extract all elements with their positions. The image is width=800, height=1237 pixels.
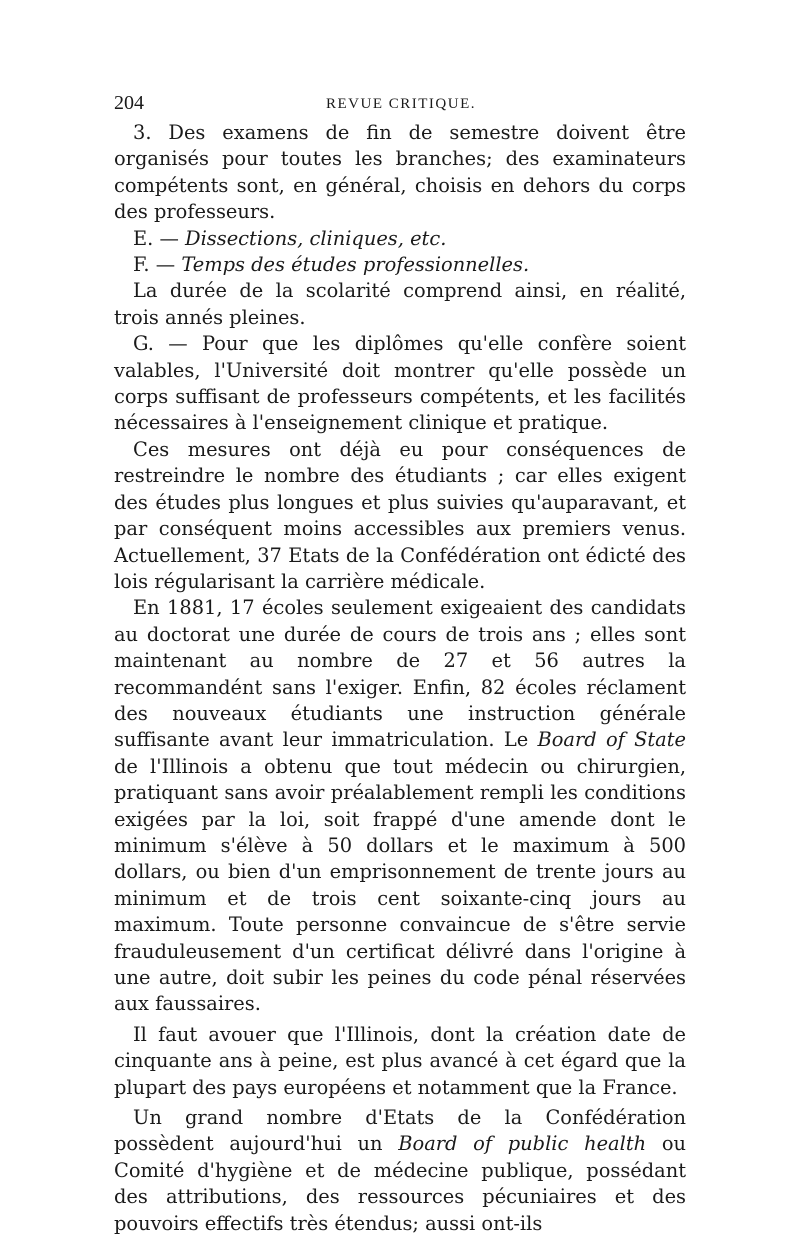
item-e-label: E. — — [133, 226, 186, 250]
paragraph-measures: Ces mesures ont déjà eu pour conséquences de restreindre le nombre des étudiants ; car elles exigent des études plus longues et plus suivies qu'auparavant, et par conséquent moins accessibles aux premiers venus. Actuellement, 37 Etats de la Confédération ont édicté des lois régularisant la carrière médicale. — [114, 437, 686, 593]
board-of-public-health-term: Board of public health — [398, 1132, 647, 1156]
running-title: REVUE CRITIQUE. — [326, 96, 476, 112]
paragraph-duration: La durée de la scolarité comprend ainsi, en réalité, trois annés pleines. — [114, 279, 686, 329]
board-of-state-term: Board of State — [537, 728, 686, 752]
book-page — [114, 92, 686, 1237]
body-text — [114, 120, 686, 1237]
paragraph-1881: En 1881, 17 écoles seulement exigeaient des candidats au doctorat une durée de cours de trois ans ; elles sont maintenant au nombre de 27 et 56 autres la recommandént sans l'exiger. Enfin, 82 écoles réclament des nouveaux étudiants une instruction générale suffisante avant leur immatriculation. Le Board of State de l'Illinois a obtenu que tout médecin ou chirurgien, pratiquant sans avoir préalablement rempli les conditions exigées par la loi, soit frappé d'une amende dont le minimum s'élève à 50 dollars et le maximum à 500 dollars, ou bien d'un emprisonnement de trente jours au minimum et de trois cent soixante-cinq jours au maximum. Toute personne convaincue de s'être servie frauduleusement d'un certificat délivré dans l'origine à une autre, doit subir les peines du code pénal réservées aux faussaires. — [114, 596, 686, 1016]
item-e-title: Dissections, cliniques, etc. — [185, 226, 447, 250]
paragraph-item-e — [114, 226, 686, 252]
paragraph-item-3: 3. Des examens de fin de semestre doivent être organisés pour toutes les branches; des examinateurs compétents sont, en général, choisis en dehors du corps des professeurs. — [114, 121, 686, 224]
item-f-label: F. — — [133, 253, 182, 277]
paragraph-illinois: Il faut avouer que l'Illinois, dont la création date de cinquante ans à peine, est plus avancé à cet égard que la plupart des pays européens et notamment que la France. — [114, 1022, 686, 1099]
running-head — [114, 92, 686, 120]
paragraph-item-f — [114, 252, 686, 278]
paragraph-board-of-health: Un grand nombre d'Etats de la Confédération possèdent aujourd'hui un Board of public health ou Comité d'hygiène et de médecine publique, possédant des attributions, des ressources pécuniaires et des pouvoirs effectifs très étendus; aussi ont-ils — [114, 1106, 687, 1235]
page-number: 204 — [114, 92, 144, 114]
paragraph-item-g: G. — Pour que les diplômes qu'elle confère soient valables, l'Université doit montrer qu'elle possède un corps suffisant de professeurs compétents, et les facilités nécessaires à l'enseignement clinique et pratique. — [114, 332, 686, 435]
item-f-title: Temps des études professionnelles. — [181, 253, 530, 277]
